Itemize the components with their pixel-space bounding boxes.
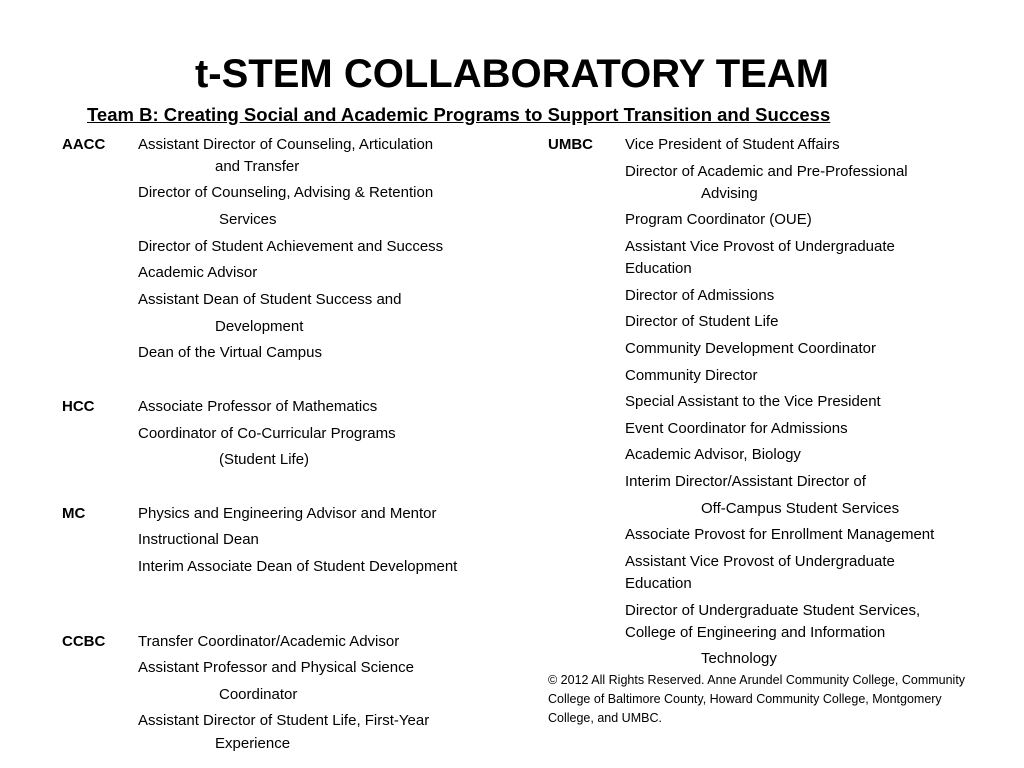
org-label-mc: MC	[62, 505, 86, 522]
copyright-notice: © 2012 All Rights Reserved. Anne Arundel Community College, Community College of Baltimore County, Howard Community College, Montgomery College, and UMBC.	[548, 673, 966, 725]
umbc-role-line: Academic Advisor, Biology	[625, 446, 801, 463]
umbc-role-line: Assistant Vice Provost of Undergraduate	[625, 553, 895, 570]
org-label-aacc: AACC	[62, 136, 106, 153]
ccbc-role-line: Assistant Director of Student Life, First-Year	[138, 712, 430, 729]
umbc-role-line: Assistant Vice Provost of Undergraduate	[625, 238, 895, 255]
hcc-role-line: (Student Life)	[219, 451, 310, 468]
umbc-role-line: Education	[625, 575, 692, 592]
aacc-role-line: Academic Advisor	[138, 264, 258, 281]
ccbc-role-line: Transfer Coordinator/Academic Advisor	[138, 633, 400, 650]
umbc-role-line: Education	[625, 260, 692, 277]
mc-role-line: Instructional Dean	[138, 531, 259, 548]
page-title: t-STEM COLLABORATORY TEAM	[194, 52, 830, 96]
hcc-role-line: Coordinator of Co-Curricular Programs	[138, 425, 396, 442]
mc-role-line: Physics and Engineering Advisor and Mentor	[138, 505, 437, 522]
aacc-role-line: Assistant Director of Counseling, Articulation	[138, 136, 434, 153]
umbc-role-line: Community Director	[625, 367, 758, 384]
org-label-ccbc: CCBC	[62, 633, 106, 650]
umbc-role-line: Director of Admissions	[625, 287, 775, 304]
umbc-role-line: Program Coordinator (OUE)	[625, 211, 812, 228]
umbc-role-line: Director of Student Life	[625, 313, 779, 330]
umbc-role-line: Associate Provost for Enrollment Management	[625, 526, 935, 543]
umbc-role-line: Technology	[701, 650, 777, 667]
ccbc-role-line: Coordinator	[219, 686, 298, 703]
aacc-role-line: Assistant Dean of Student Success and	[138, 291, 402, 308]
mc-role-line: Interim Associate Dean of Student Development	[138, 558, 458, 575]
umbc-role-line: Community Development Coordinator	[625, 340, 876, 357]
umbc-role-line: College of Engineering and Information	[625, 624, 886, 641]
hcc-role-line: Associate Professor of Mathematics	[138, 398, 378, 415]
aacc-role-line: and Transfer	[215, 158, 300, 175]
umbc-role-line: Off-Campus Student Services	[701, 500, 900, 517]
umbc-role-line: Event Coordinator for Admissions	[625, 420, 848, 437]
umbc-role-line: Special Assistant to the Vice President	[625, 393, 881, 410]
org-label-hcc: HCC	[62, 398, 95, 415]
aacc-role-line: Director of Student Achievement and Success	[138, 238, 444, 255]
umbc-role-line: Advising	[701, 185, 758, 202]
umbc-role-line: Vice President of Student Affairs	[625, 136, 840, 153]
umbc-role-line: Director of Undergraduate Student Services,	[625, 602, 921, 619]
umbc-role-line: Director of Academic and Pre-Professional	[625, 163, 908, 180]
ccbc-role-line: Experience	[215, 735, 291, 752]
aacc-role-line: Development	[215, 318, 304, 335]
page-subtitle: Team B: Creating Social and Academic Programs to Support Transition and Success	[87, 104, 831, 125]
umbc-role-line: Interim Director/Assistant Director of	[625, 473, 866, 490]
aacc-role-line: Services	[219, 211, 277, 228]
aacc-role-line: Dean of the Virtual Campus	[138, 344, 322, 361]
ccbc-role-line: Assistant Professor and Physical Science	[138, 659, 414, 676]
aacc-role-line: Director of Counseling, Advising & Retention	[138, 184, 434, 201]
org-label-umbc: UMBC	[548, 136, 593, 153]
